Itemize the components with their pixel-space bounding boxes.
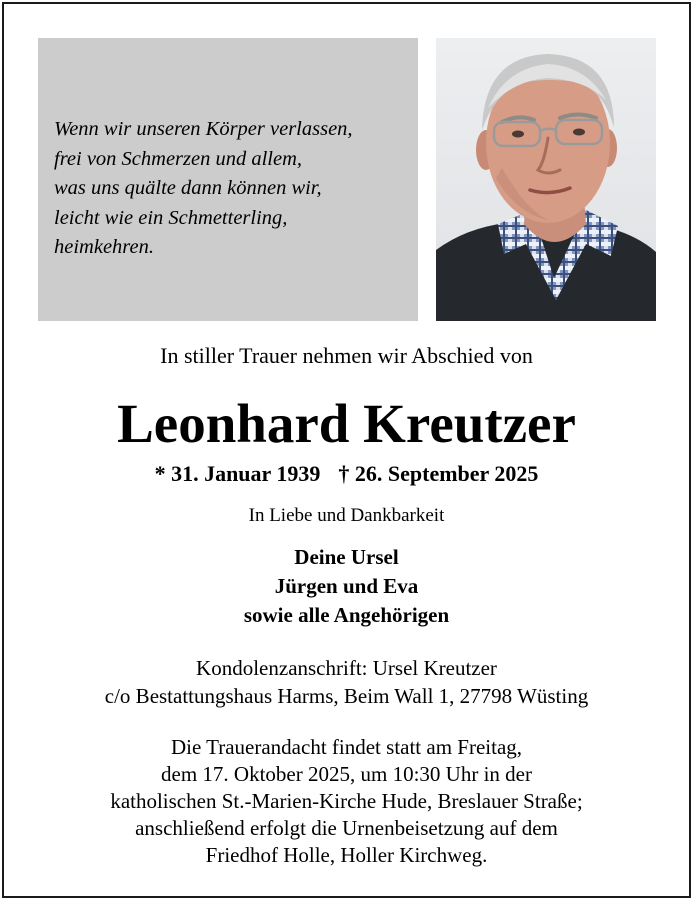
- poem: [54, 115, 353, 263]
- service-line: Die Trauerandacht findet statt am Freitag,: [170, 735, 523, 759]
- service-line: Friedhof Holle, Holler Kirchweg.: [205, 843, 488, 867]
- dedication-line: In Liebe und Dankbarkeit: [248, 505, 445, 526]
- service-line: anschließend erfolgt die Urnenbeisetzung auf dem: [135, 816, 558, 840]
- poem-line: was uns quälte dann können wir,: [54, 177, 322, 199]
- condolence-line: c/o Bestattungshaus Harms, Beim Wall 1, 27798 Wüsting: [104, 684, 589, 708]
- family-line: sowie alle Angehörigen: [243, 603, 450, 627]
- intro-line: In stiller Trauer nehmen wir Abschied von: [160, 343, 533, 368]
- poem-line: heimkehren.: [54, 236, 154, 258]
- death-date: † 26. September 2025: [338, 461, 539, 486]
- family-line: Deine Ursel: [294, 545, 399, 569]
- service-line: dem 17. Oktober 2025, um 10:30 Uhr in der: [161, 762, 532, 786]
- portrait-illustration: [436, 38, 656, 321]
- family-signatures: [0, 543, 693, 630]
- poem-line: Wenn wir unseren Körper verlassen,: [54, 118, 353, 140]
- deceased-name: Leonhard Kreutzer: [117, 393, 576, 454]
- life-dates: [0, 461, 693, 487]
- service-information: [0, 734, 693, 869]
- family-line: Jürgen und Eva: [274, 574, 419, 598]
- portrait-photo: [436, 38, 656, 321]
- service-line: katholischen St.-Marien-Kirche Hude, Breslauer Straße;: [110, 789, 583, 813]
- poem-line: leicht wie ein Schmetterling,: [54, 206, 288, 229]
- poem-line: frei von Schmerzen und allem,: [54, 147, 303, 170]
- condolence-address: [0, 654, 693, 710]
- condolence-line: Kondolenzanschrift: Ursel Kreutzer: [196, 656, 497, 680]
- birth-date: * 31. Januar 1939: [154, 461, 321, 486]
